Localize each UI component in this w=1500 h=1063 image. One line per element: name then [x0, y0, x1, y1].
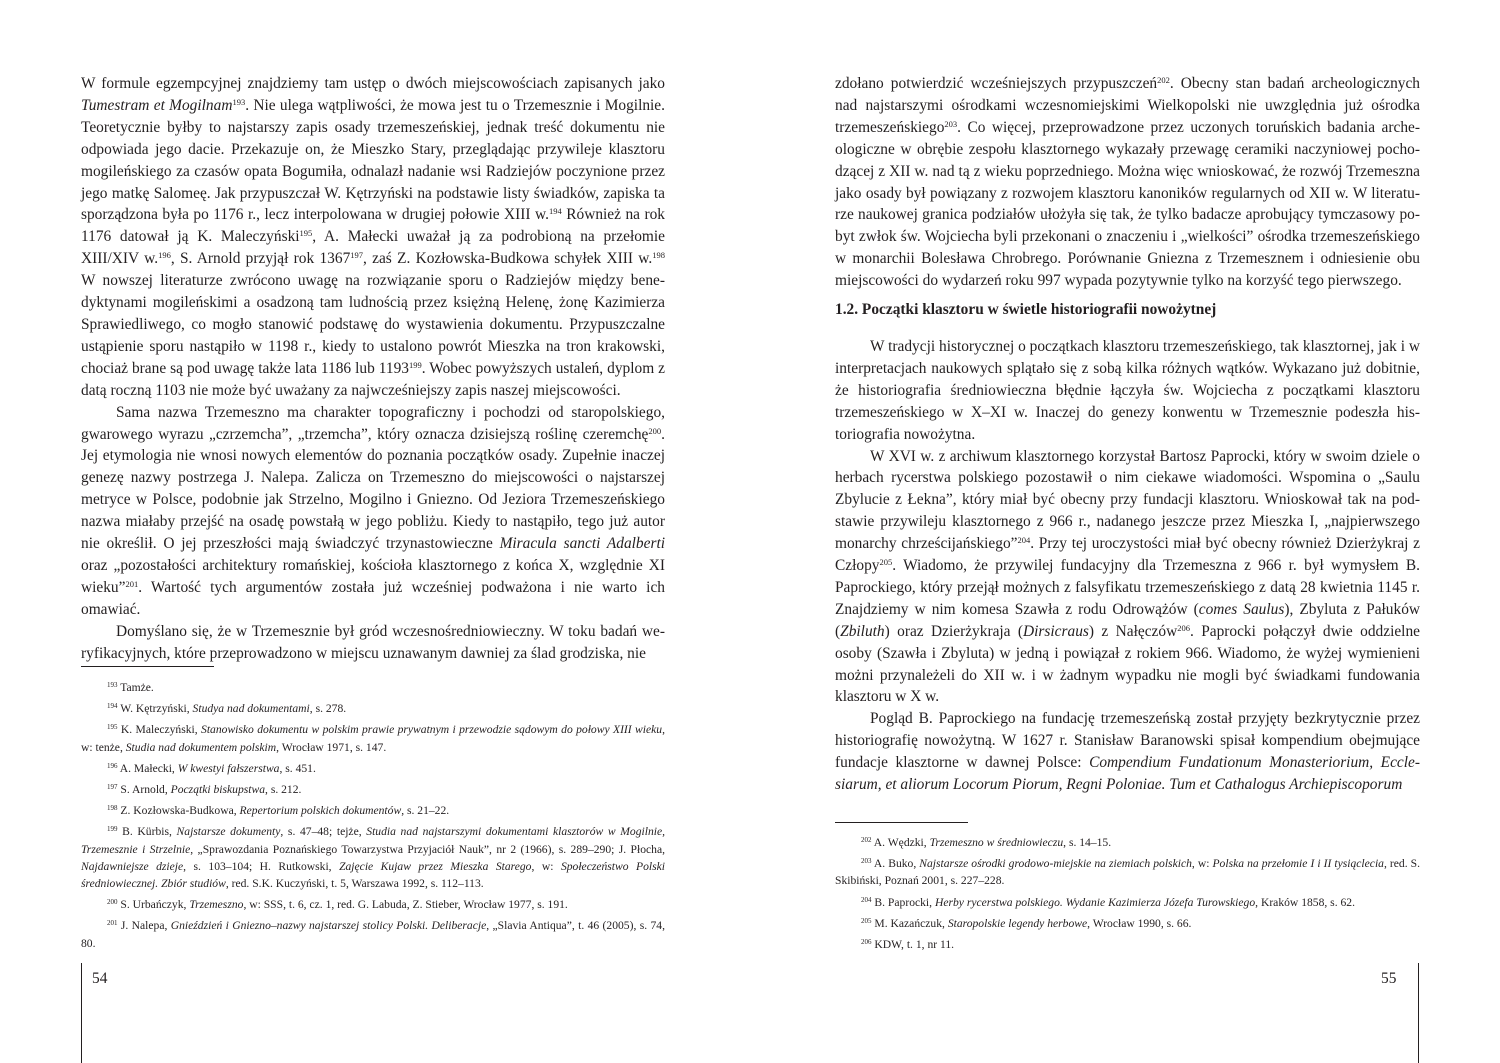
left-footnotes	[81, 679, 665, 956]
footnote-ref: 199	[408, 359, 422, 370]
footnote-ref: 201	[125, 578, 139, 589]
footnote: $^{206}$ KDW, t. 1, nr 11.	[861, 938, 955, 952]
right-page	[750, 0, 1500, 1063]
footnote-ref: 204	[1017, 535, 1031, 546]
footnote: $^{197}$ S. Arnold, Początki biskupstwa, s. 212.	[107, 783, 302, 797]
footnote: $^{204}$ B. Paprocki, Herby rycerstwa polskiego. Wydanie Kazimierza Józefa Turowskiego, Kraków 1858, s. 62.	[861, 895, 1355, 909]
footnote-ref: 202	[1157, 75, 1170, 85]
footnote: $^{196}$ A. Małecki, W kwestyi fałszerstwa, s. 451.	[107, 761, 316, 775]
footnote: $^{193}$ Tamże.	[107, 681, 154, 694]
footnote: $^{201}$ J. Nalepa, Gnieździeń i Gniezno–nazwy najstarszej stolicy Polski. Deliberacje, „Slavia Antiqua”, t. 46 (2005), s. 74, 80.	[81, 919, 665, 950]
footnote-ref: 197	[350, 250, 364, 261]
footnote-ref: 200	[648, 425, 662, 436]
footnote-ref: 194	[549, 206, 562, 217]
footnote: $^{205}$ M. Kazańczuk, Staropolskie legendy herbowe, Wrocław 1990, s. 66.	[861, 916, 1192, 930]
paragraph: W formule egzempcyjnej znajdziemy tam ustęp o dwóch miejscowościach zapisanych jako Tumestram et Mogilnam$^{193}$. Nie ulega wątpliwości, że mowa jest tu o Trzemesznie i Mogilnie. Teoretycznie byłby to najstarszy zapis osady trzemeszeńskiej, jednak treść dokumentu nie odpowiada jego dacie. Przekazuje on, że Mieszko Stary, przeglądając przywileje klasztoru mogileńskiego za czasów opata Bogumiła, odnalazł nadanie wsi Radziejów poczynione przez jego matkę Salomeę. Jak przypuszczał W. Kętrzyński na podstawie listy świadków, zapiska ta sporządzona była po 1176 r., lecz interpolowana w drugiej połowie XIII w.$^{194}$ Również na rok 1176 datował ją K. Maleczyński$^{195}$, A. Małecki uważał ją za podrobioną na przełomie XIII/XIV w.$^{196}$, S. Arnold przyjął rok 1367$^{197}$, zaś Z. Kozłowska-Budkowa schyłek XIII w.$^{198}$ W nowszej literaturze zwrócono uwagę na rozwiązanie sporu o Radziejów między benedyktynami mogileńskimi a osadzoną tam ludnością przez księżną Helenę, żonę Kazimierza Sprawiedliwego, co mogło stanowić podstawę do wystawienia dokumentu. Przypuszczalne ustąpienie sporu nastąpiło w 1198 r., kiedy to ustalono powrót Mieszka na tron krakowski, chociaż brane są pod uwagę także lata 1186 lub 1193$^{199}$. Wobec powyższych ustaleń, dyplom z datą roczną 1103 nie może być uważany za najwcześniejszy zapis naszej miejscowości.	[81, 75, 666, 399]
footnote-ref: 198	[652, 250, 665, 261]
footnote-separator	[835, 822, 968, 823]
footnote-ref: 206	[1177, 622, 1190, 633]
footnote-ref: 196	[158, 250, 171, 261]
footnote-ref: 205	[879, 557, 893, 568]
paragraph: Domyślano się, że w Trzemesznie był gród wczesnośredniowieczny. W toku badań weryfikacyjnych, które przeprowadzono w miejscu uznawanym dawniej za ślad grodziska, nie	[81, 622, 665, 662]
footnote: $^{198}$ Z. Kozłowska-Budkowa, Repertorium polskich dokumentów, s. 21–22.	[107, 804, 450, 818]
paragraph: zdołano potwierdzić wcześniejszych przypuszczeń$^{202}$. Obecny stan badań archeologicznych nad najstarszymi ośrodkami wczesnomiejskimi Wielkopolski nie uwzględnia już ośrodka trzemeszeńskiego$^{203}$. Co więcej, przeprowadzone przez uczonych toruńskich badania archeologiczne w obrębie zespołu klasztornego wykazały przewagę ceramiki naczyniowej pochodzącej z XII w. nad tą z wieku poprzedniego. Można więc wnioskować, że rozwój Trzemeszna jako osady był powiązany z rozwojem klasztoru kanoników regularnych od XII w. W literaturze naukowej granica podziałów ułożyła się tak, że tylko badacze aprobujący tymczasowy pobyt zwłok św. Wojciecha byli przekonani o znaczeniu i „wielkości” ośrodka trzemeszeńskiego w monarchii Bolesława Chrobrego. Porównanie Gniezna z Trzemesznem i odniesienie obu miejscowości do wydarzeń roku 997 wypada pozytywnie tylko na korzyść tego pierwszego.	[835, 75, 1420, 290]
left-body-text	[81, 73, 665, 664]
paragraph: W tradycji historycznej o początkach klasztoru trzemeszeńskiego, tak klasztornej, jak i w interpretacjach naukowych splątało się z sobą kilka różnych wątków. Wykazano już dobitnie, że historiografia średniowieczna błędnie łączyła św. Wojciecha z początkami klasztoru trzemeszeńskiego w X–XI w. Inaczej do genezy konwentu w Trzemesznie podeszła historiografia nowożytna.	[835, 337, 1420, 443]
paragraph: Sama nazwa Trzemeszno ma charakter topograficzny i pochodzi od staropolskiego, gwarowego wyrazu „czrzemcha”, „trzemcha”, który oznacza dzisiejszą roślinę czeremchę$^{200}$. Jej etymologia nie wnosi nowych elementów do poznania początków osady. Zupełnie inaczej genezę nazwy postrzega J. Nalepa. Zalicza on Trzemeszno do miejscowości o najstarszej metryce w Polsce, podobnie jak Strzelno, Mogilno i Gniezno. Od Jeziora Trzemeszeńskiego nazwa miałaby przejść na osadę powstałą w jego pobliżu. Kiedy to nastąpiło, tego już autor nie określił. O jej przeszłości mają świadczyć trzynastowieczne Miracula sancti Adalberti oraz „pozostałości architektury romańskiej, kościoła klasztornego z końca X, względnie XI wieku”$^{201}$. Wartość tych argumentów została już wcześniej podważona i nie warto ich omawiać.	[81, 403, 665, 618]
footnote-ref: 195	[299, 228, 313, 239]
footnote-separator	[81, 666, 214, 667]
page-margin-line	[81, 963, 82, 1063]
paragraph: W XVI w. z archiwum klasztornego korzystał Bartosz Paprocki, który w swoim dziele o herbach rycerstwa polskiego pozostawił o nim ciekawe wiadomości. Wspomina o „Saulu Zbylucie z Łekna”, który miał być obecny przy fundacji klasztoru. Wnioskował tak na podstawie przywileju klasztornego z 966 r., nadanego jeszcze przez Mieszka I, „najpierwszego monarchy chrześcijańskiego”$^{204}$. Przy tej uroczystości miał być obecny również Dzierżykraj z Człopy$^{205}$. Wiadomo, że przywilej fundacyjny dla Trzemeszna z 966 r. był wymysłem B. Paprockiego, który przejął możnych z falsyfikatu trzemeszeńskiego z datą 28 kwietnia 1145 r. Znajdziemy w nim komesa Szawła z rodu Odrowążów (comes Saulus), Zbyluta z Pałuków (Zbiluth) oraz Dzierżykraja (Dirsicraus) z Nałęczów$^{206}$. Paprocki połączył dwie oddzielne osoby (Szawła i Zbyluta) w jedną i powiązał z rokiem 966. Wiadomo, że wyżej wymienieni możni przynależeli do XII w. i w żadnym wypadku nie mogli być świadkami fundowania klasztoru w X w.	[835, 447, 1421, 706]
page-number: 55	[1381, 970, 1397, 987]
page-margin-line	[1418, 963, 1419, 1063]
section-heading: 1.2. Początki klasztoru w świetle historiografii nowożytnej	[835, 301, 1217, 319]
right-body-text	[835, 73, 1420, 796]
footnote-ref: 193	[232, 96, 246, 107]
footnote: $^{194}$ W. Kętrzyński, Studya nad dokumentami, s. 278.	[107, 702, 347, 716]
right-footnotes	[835, 834, 1420, 957]
page-number: 54	[92, 970, 108, 987]
footnote: $^{199}$ B. Kürbis, Najstarsze dokumenty, s. 47–48; tejże, Studia nad najstarszymi dokumentami klasztorów w Mogilnie, Trzemesznie i Strzelnie, „Sprawozdania Poznańskiego Towarzystwa Przyjaciół Nauk”, nr 2 (1966), s. 289–290; J. Płocha, Najdawniejsze dzieje, s. 103–104; H. Rutkowski, Zajęcie Kujaw przez Mieszka Starego, w: Społeczeństwo Polski średniowiecznej. Zbiór studiów, red. S.K. Kuczyński, t. 5, Warszawa 1992, s. 112–113.	[81, 825, 666, 891]
footnote: $^{200}$ S. Urbańczyk, Trzemeszno, w: SSS, t. 6, cz. 1, red. G. Labuda, Z. Stieber, Wrocław 1977, s. 191.	[107, 898, 568, 912]
footnote-ref: 203	[944, 118, 958, 129]
footnote: $^{203}$ A. Buko, Najstarsze ośrodki grodowo-miejskie na ziemiach polskich, w: Polska na przełomie I i II tysiąclecia, red. S. Skibiński, Poznań 2001, s. 227–228.	[835, 857, 1420, 888]
footnote: $^{202}$ A. Wędzki, Trzemeszno w średniowieczu, s. 14–15.	[861, 836, 1112, 849]
footnote: $^{195}$ K. Maleczyński, Stanowisko dokumentu w polskim prawie prywatnym i przewodzie sądowym do połowy XIII wieku, w: tenże, Studia nad dokumentem polskim, Wrocław 1971, s. 147.	[81, 723, 665, 754]
paragraph: Pogląd B. Paprockiego na fundację trzemeszeńską został przyjęty bezkrytycznie przez historiografię nowożytną. W 1627 r. Stanisław Baranowski spisał kompendium obejmujące fundacje klasztorne w dawnej Polsce: Compendium Fundationum Monasteriorium, Ecclesiarum, et aliorum Locorum Piorum, Regni Poloniae. Tum et Cathalogus Archiepiscoporum	[835, 710, 1420, 794]
